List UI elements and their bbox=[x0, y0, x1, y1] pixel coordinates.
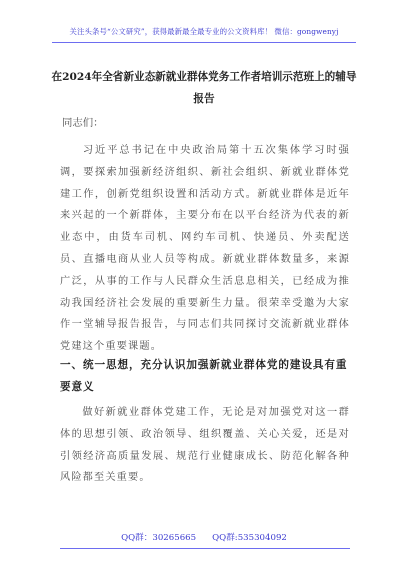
paragraph-text: 习近平总书记在中央政治局第十五次集体学习时强调，要探索加强新经济组织、新社会组织、新就业群体党建工作，创新党组织设置和活动方式。新就业群体是近年来兴起的一个新群体，主要分布在以平台经济为代表的新业态中，由货车司机、网约车司机、快递员、外卖配送员、直播电商从业人员等构成。新就业群体数量多，来源广泛，从事的工作与人民群众生活息息相关，已经成为推动我国经济社会发展的重要新生力量。很荣幸受邀为大家作一堂辅导报告报告，与同志们共同探讨交流新就业群体党建这个重要课题。 bbox=[60, 145, 350, 353]
body-paragraph bbox=[60, 402, 350, 489]
paragraph-text: 做好新就业群体党建工作，无论是对加强党对这一群体的思想引领、政治领导、组织覆盖、关心关爱，还是对引领经济高质量发展、规范行业健康成长、防范化解各种风险都至关重要。 bbox=[60, 407, 350, 484]
document-title: 在2024年全省新业态新就业群体党务工作者培训示范班上的辅导报告 bbox=[51, 71, 357, 105]
footer-qq-group-1: QQ群：30265665 bbox=[121, 533, 197, 543]
footer-divider bbox=[60, 548, 350, 549]
greeting: 同志们： bbox=[62, 117, 104, 129]
section-heading-text: 一、统一思想，充分认识加强新就业群体党的建设具有重要意义 bbox=[60, 359, 348, 393]
footer-qq-group-2: QQ群:535304092 bbox=[212, 533, 287, 543]
body-paragraph bbox=[60, 140, 350, 358]
header-divider bbox=[52, 42, 356, 43]
section-heading bbox=[60, 354, 350, 398]
footer-contacts bbox=[0, 531, 408, 543]
header-banner: 关注头条号“公文研究”，获得最新最全最专业的公文资料库！ 微信：gongwenyj bbox=[69, 27, 339, 36]
